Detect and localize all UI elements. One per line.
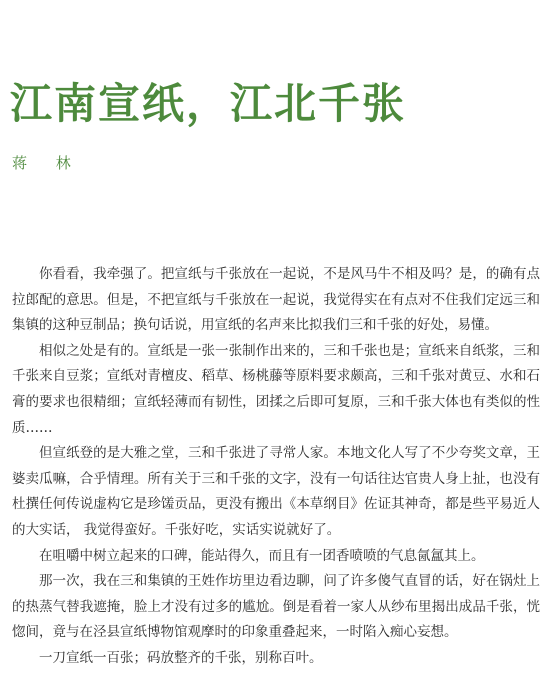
body-paragraph: 那一次，我在三和集镇的王姓作坊里边看边聊，问了许多傻气直冒的话，好在锅灶上的热蒸气替我遮掩，脸上才没有过多的尴尬。倒是看着一家人从纱布里揭出成品千张，恍惚间，竟与在泾县宣纸博物馆观摩时的印象重叠起来，一时陷入痴心妄想。 xyxy=(12,573,540,641)
body-paragraph: 一刀宣纸一百张；码放整齐的千张，别称百叶。 xyxy=(39,649,323,666)
article-title: 江南宣纸，江北千张 xyxy=(10,79,407,128)
article-body xyxy=(12,262,540,672)
body-paragraph: 但宣纸登的是大雅之堂，三和千张进了寻常人家。本地文化人写了不少夸奖文章，王婆卖瓜嘛，合乎情理。所有关于三和千张的文字，没有一句话往达官贵人身上扯，也没有杜撰任何传说虚构它是珍馐贡品，更没有搬出《本草纲目》佐证其神奇，都是些平易近人的大实话， 我觉得蛮好。千张好吃，实话实说就好了。 xyxy=(12,445,540,538)
body-paragraph: 相似之处是有的。宣纸是一张一张制作出来的，三和千张也是；宣纸来自纸浆，三和千张来自豆浆；宣纸对青檀皮、稻草、杨桃藤等原料要求颇高，三和千张对黄豆、水和石膏的要求也很精细；宣纸轻薄而有韧性，团揉之后即可复原，三和千张大体也有类似的性质…… xyxy=(12,342,540,436)
article-author: 蒋 林 xyxy=(12,154,83,172)
body-paragraph: 你看看，我牵强了。把宣纸与千张放在一起说，不是风马牛不相及吗？是，的确有点拉郎配的意思。但是，不把宣纸与千张放在一起说，我觉得实在有点对不住我们定远三和集镇的这种豆制品；换句话说，用宣纸的名声来比拟我们三和千张的好处，易懂。 xyxy=(12,266,540,334)
body-paragraph: 在咀嚼中树立起来的口碑，能站得久，而且有一团香喷喷的气息氤氲其上。 xyxy=(39,547,485,564)
